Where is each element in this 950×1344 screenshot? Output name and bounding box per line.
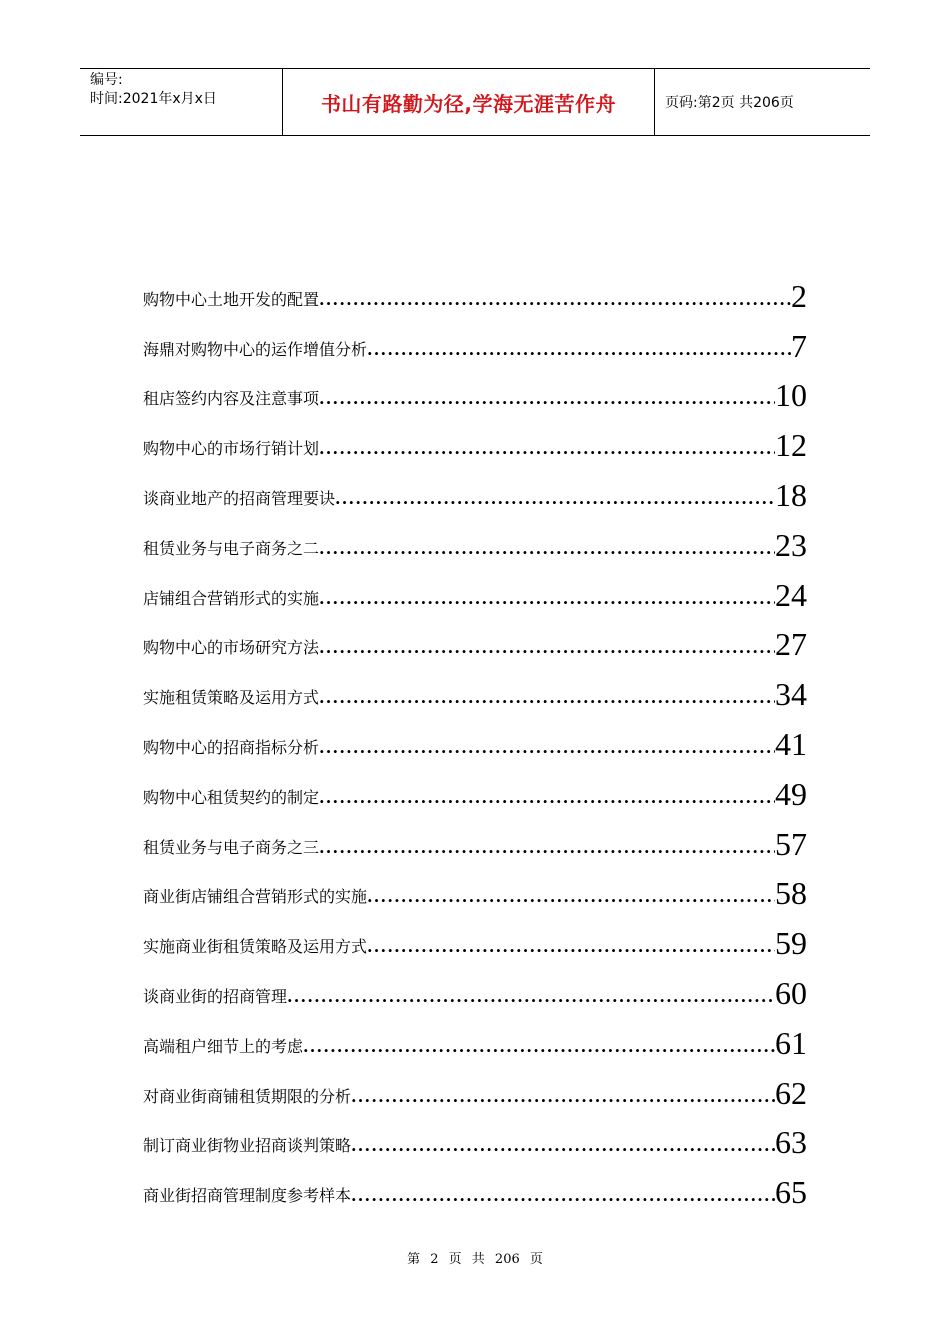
toc-entry[interactable]	[143, 1059, 807, 1109]
toc-dot-leader	[335, 489, 775, 511]
toc-entry-page-number: 2	[791, 277, 807, 312]
toc-entry-title: 购物中心的市场行销计划	[143, 439, 320, 459]
header-motto: 书山有路勤为径,学海无涯苦作舟	[283, 69, 655, 135]
toc-entry[interactable]	[143, 1109, 807, 1159]
toc-dot-leader	[319, 290, 791, 312]
toc-dot-leader	[303, 1037, 775, 1059]
toc-dot-leader	[319, 389, 775, 411]
toc-entry[interactable]	[143, 312, 807, 362]
toc-entry[interactable]	[143, 362, 807, 412]
toc-entry-title: 租店签约内容及注意事项	[143, 389, 320, 409]
toc-entry-page-number: 65	[775, 1174, 807, 1209]
toc-entry-page-number: 24	[775, 576, 807, 611]
toc-entry[interactable]	[143, 611, 807, 661]
toc-entry[interactable]	[143, 262, 807, 312]
toc-dot-leader	[367, 340, 791, 362]
toc-entry-title: 购物中心租赁契约的制定	[143, 787, 320, 807]
toc-entry-page-number: 18	[775, 476, 807, 511]
toc-entry[interactable]	[143, 860, 807, 910]
toc-dot-leader	[287, 987, 775, 1009]
toc-entry-title: 商业街招商管理制度参考样本	[143, 1186, 352, 1206]
toc-entry-title: 谈商业街的招商管理	[143, 986, 288, 1006]
toc-entry[interactable]	[143, 1009, 807, 1059]
toc-entry[interactable]	[143, 660, 807, 710]
toc-dot-leader	[319, 439, 775, 461]
toc-dot-leader	[319, 589, 775, 611]
toc-entry-title: 实施租赁策略及运用方式	[143, 688, 320, 708]
toc-entry-page-number: 61	[775, 1024, 807, 1059]
toc-entry-title: 实施商业街租赁策略及运用方式	[143, 937, 368, 957]
toc-entry[interactable]	[143, 810, 807, 860]
toc-entry-page-number: 63	[775, 1124, 807, 1159]
toc-entry[interactable]	[143, 909, 807, 959]
toc-entry-title: 谈商业地产的招商管理要诀	[143, 488, 336, 508]
table-of-contents	[143, 262, 807, 1208]
toc-entry-title: 租赁业务与电子商务之三	[143, 837, 320, 857]
toc-entry-page-number: 27	[775, 626, 807, 661]
toc-entry-page-number: 23	[775, 526, 807, 561]
toc-entry-title: 店铺组合营销形式的实施	[143, 588, 320, 608]
toc-entry-page-number: 57	[775, 825, 807, 860]
toc-dot-leader	[319, 788, 775, 810]
header-page-info: 页码:第2页 共206页	[665, 95, 794, 111]
toc-entry-title: 商业街店铺组合营销形式的实施	[143, 887, 368, 907]
toc-entry[interactable]	[143, 1158, 807, 1208]
document-header	[80, 68, 870, 136]
toc-entry-page-number: 49	[775, 775, 807, 810]
toc-dot-leader	[319, 638, 775, 660]
toc-entry-title: 购物中心的市场研究方法	[143, 638, 320, 658]
page-footer: 第 2 页 共 206 页	[407, 1252, 543, 1267]
toc-entry-page-number: 58	[775, 875, 807, 910]
toc-entry-page-number: 12	[775, 427, 807, 462]
toc-entry-page-number: 41	[775, 725, 807, 760]
time-label: 时间:2021年x月x日	[90, 91, 217, 107]
toc-dot-leader	[351, 1087, 775, 1109]
toc-dot-leader	[319, 838, 775, 860]
toc-entry-title: 购物中心土地开发的配置	[143, 289, 320, 309]
toc-dot-leader	[319, 738, 775, 760]
toc-dot-leader	[319, 688, 775, 710]
toc-entry-page-number: 62	[775, 1074, 807, 1109]
toc-entry-title: 制订商业街物业招商谈判策略	[143, 1136, 352, 1156]
toc-entry[interactable]	[143, 561, 807, 611]
toc-dot-leader	[319, 539, 775, 561]
toc-entry[interactable]	[143, 710, 807, 760]
number-label: 编号:	[90, 72, 123, 88]
toc-dot-leader	[351, 1136, 775, 1158]
header-meta	[80, 69, 283, 135]
toc-dot-leader	[367, 937, 775, 959]
toc-entry-page-number: 59	[775, 925, 807, 960]
toc-entry-title: 租赁业务与电子商务之二	[143, 538, 320, 558]
toc-entry-title: 购物中心的招商指标分析	[143, 737, 320, 757]
toc-entry[interactable]	[143, 959, 807, 1009]
toc-entry-page-number: 60	[775, 974, 807, 1009]
toc-entry[interactable]	[143, 511, 807, 561]
toc-entry[interactable]	[143, 760, 807, 810]
toc-entry[interactable]	[143, 411, 807, 461]
toc-entry-title: 高端租户细节上的考虑	[143, 1036, 304, 1056]
toc-entry-page-number: 34	[775, 676, 807, 711]
toc-entry-title: 对商业街商铺租赁期限的分析	[143, 1086, 352, 1106]
toc-dot-leader	[367, 887, 775, 909]
toc-entry-page-number: 7	[791, 327, 807, 362]
toc-dot-leader	[351, 1186, 775, 1208]
toc-entry-title: 海鼎对购物中心的运作增值分析	[143, 339, 368, 359]
toc-entry-page-number: 10	[775, 377, 807, 412]
toc-entry[interactable]	[143, 461, 807, 511]
